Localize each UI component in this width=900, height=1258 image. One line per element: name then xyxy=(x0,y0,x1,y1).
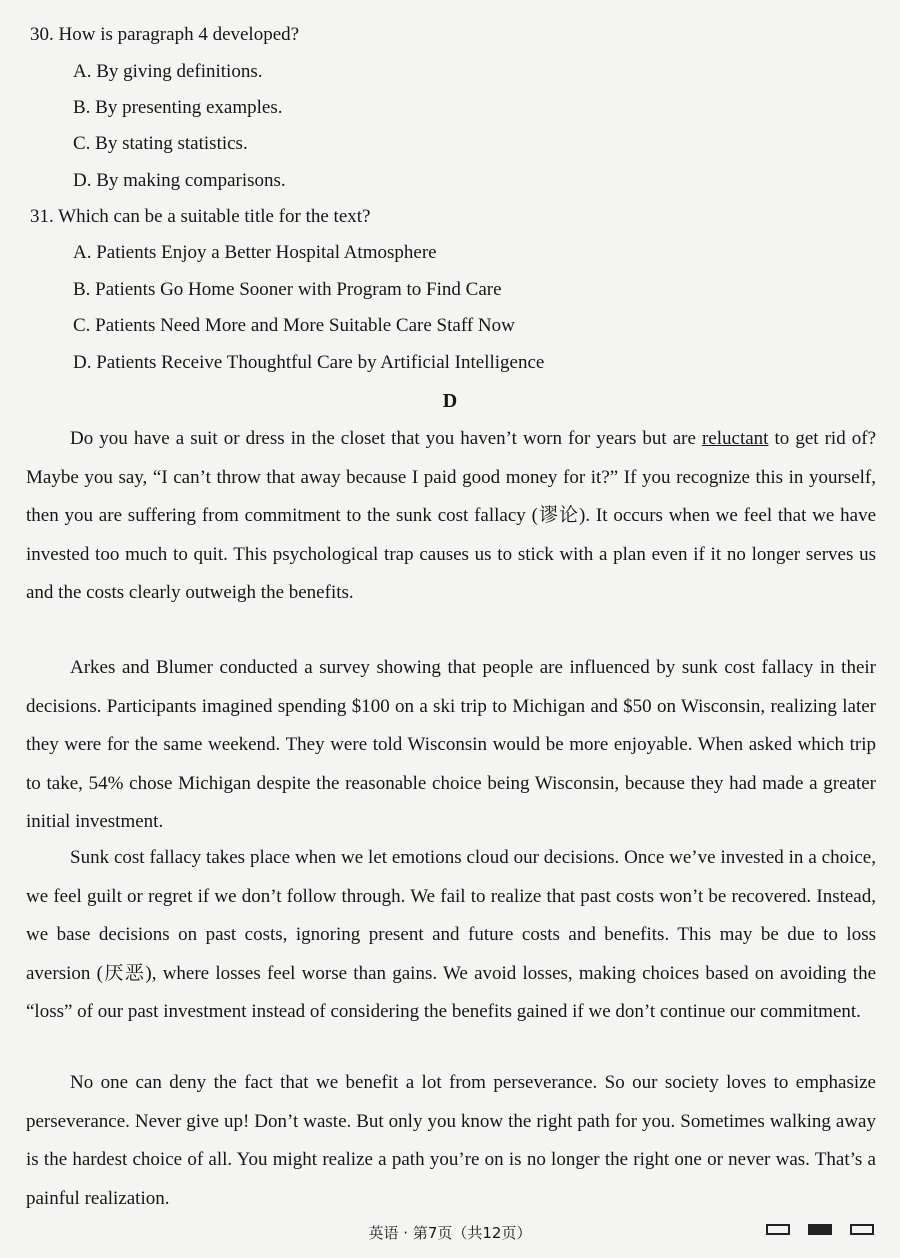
question-30-option-d: D. By making comparisons. xyxy=(73,170,286,191)
empty-box-mark xyxy=(850,1224,874,1235)
question-31-option-c: C. Patients Need More and More Suitable Care Staff Now xyxy=(73,315,515,336)
page-footer: 英语 · 第7页（共12页） xyxy=(368,1224,532,1242)
underlined-word: reluctant xyxy=(701,428,769,449)
question-30-option-c: C. By stating statistics. xyxy=(73,133,248,154)
question-30-stem: 30. How is paragraph 4 developed? xyxy=(30,24,300,45)
question-31-option-a: A. Patients Enjoy a Better Hospital Atmosphere xyxy=(73,242,437,263)
empty-box-mark xyxy=(766,1224,790,1235)
answer-sheet-marks xyxy=(766,1224,874,1235)
question-31-option-d: D. Patients Receive Thoughtful Care by Artificial Intelligence xyxy=(73,352,545,373)
passage-paragraph-1: Do you have a suit or dress in the closet that you haven’t worn for years but are reluctant to get rid of? Maybe you say, “I can’t throw that away because I paid good money for it?” If you recognize this in yourself, then you are suffering from commitment to the sunk cost fallacy (谬论). It occurs when we feel that we have invested too much to quit. This psychological trap causes us to stick with a plan even if it no longer serves us and the costs clearly outweigh the benefits. xyxy=(26,428,876,604)
passage-paragraph-4: No one can deny the fact that we benefit a lot from perseverance. So our society loves to emphasize perseverance. Never give up! Don’t waste. But only you know the right path for you. Sometimes walking away is the hardest choice of all. You might realize a path you’re on is no longer the right one or never was. That’s a painful realization. xyxy=(26,1072,876,1209)
question-31-option-b: B. Patients Go Home Sooner with Program to Find Care xyxy=(73,279,502,300)
question-30-option-a: A. By giving definitions. xyxy=(73,61,263,82)
section-heading: D xyxy=(442,390,458,412)
question-30-option-b: B. By presenting examples. xyxy=(73,97,283,118)
filled-box-mark xyxy=(808,1224,832,1235)
question-31-stem: 31. Which can be a suitable title for the text? xyxy=(30,206,371,227)
passage-paragraph-3: Sunk cost fallacy takes place when we let emotions cloud our decisions. Once we’ve invested in a choice, we feel guilt or regret if we don’t follow through. We fail to realize that past costs won’t be recovered. Instead, we base decisions on past costs, ignoring present and future costs and benefits. This may be due to loss aversion (厌恶), where losses feel worse than gains. We avoid losses, making choices based on avoiding the “loss” of our past investment instead of considering the benefits gained if we don’t continue our commitment. xyxy=(26,847,876,1023)
passage-paragraph-2: Arkes and Blumer conducted a survey showing that people are influenced by sunk cost fallacy in their decisions. Participants imagined spending $100 on a ski trip to Michigan and $50 on Wisconsin, realizing later they were for the same weekend. They were told Wisconsin would be more enjoyable. When asked which trip to take, 54% chose Michigan despite the reasonable choice being Wisconsin, because they had made a greater initial investment. xyxy=(26,657,876,833)
